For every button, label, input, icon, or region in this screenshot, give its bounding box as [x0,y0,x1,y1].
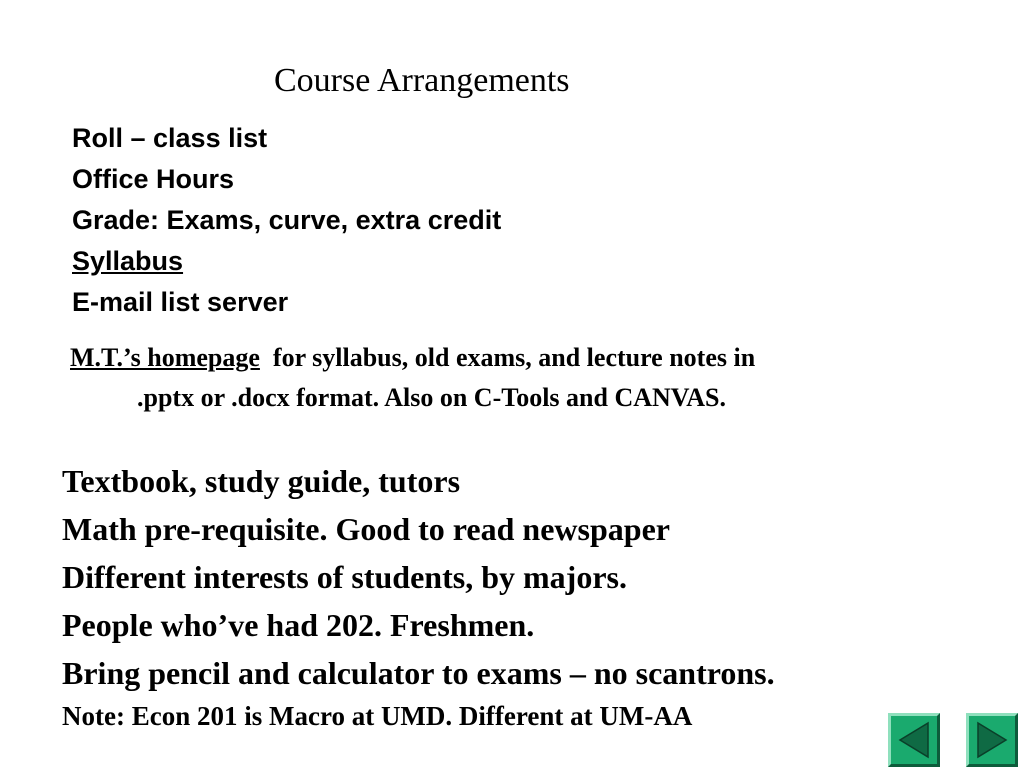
next-slide-button[interactable] [966,713,1018,767]
admin-list [72,120,501,325]
list-item-bring: Bring pencil and calculator to exams – no scantrons. [62,655,775,691]
homepage-note [70,338,975,418]
triangle-left-icon [891,716,937,764]
list-item-textbook: Textbook, study guide, tutors [62,463,461,499]
homepage-link[interactable]: M.T.’s homepage [70,343,260,372]
list-item-interests: Different interests of students, by majors. [62,559,627,595]
syllabus-link[interactable]: Syllabus [72,246,184,276]
triangle-right-icon [969,716,1015,764]
info-list [62,458,775,738]
list-item-grade: Grade: Exams, curve, extra credit [72,205,502,235]
page-title: Course Arrangements [274,62,570,99]
homepage-note-line2: .pptx or .docx format. Also on C-Tools and CANVAS. [137,383,726,412]
list-item-office-hours: Office Hours [72,164,235,194]
list-item-people: People who’ve had 202. Freshmen. [62,607,535,643]
footer-note: Note: Econ 201 is Macro at UMD. Different at UM-AA [62,701,693,731]
list-item-math: Math pre-requisite. Good to read newspaper [62,511,670,547]
homepage-note-text: for syllabus, old exams, and lecture notes in [272,343,756,372]
previous-slide-button[interactable] [888,713,940,767]
list-item-email: E-mail list server [72,287,289,317]
list-item-roll: Roll – class list [72,123,268,153]
